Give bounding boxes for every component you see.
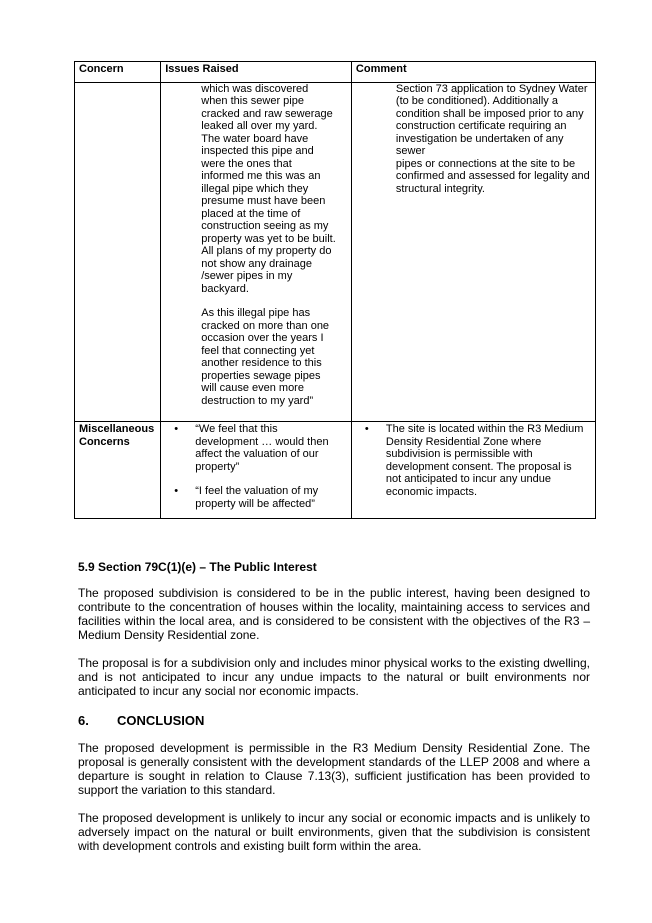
section-heading: 5.9 Section 79C(1)(e) – The Public Interest xyxy=(78,560,317,574)
list-item: • “I feel the valuation of my property will be affected” xyxy=(165,485,347,510)
issues-paragraph: As this illegal pipe has cracked on more than one occasion over the years I feel that connecting yet another residence to this properties sewage pipes will cause even more destruction to my yard” xyxy=(201,307,330,407)
table-row xyxy=(75,82,596,422)
issues-paragraph: which was discovered when this sewer pipe cracked and raw sewerage leaked all over my yard. The water board have inspected this pipe and were the ones that informed me this was an illegal pipe which they presume must have been placed at the time of construction seeing as my property was yet to be built. All plans of my property do not show any drainage /sewer pipes in my backyard. xyxy=(201,82,336,295)
conclusion-heading xyxy=(78,713,204,728)
paragraph: The proposed development is unlikely to incur any social or economic impacts and is unlikely to adversely impact on the natural or built environments, given that the subdivision is consistent with development controls and existing built form within the area. xyxy=(78,811,590,853)
concern-cell xyxy=(75,82,161,422)
section-number: 6. xyxy=(78,713,89,728)
paragraph: The proposed subdivision is considered to be in the public interest, having been designed to contribute to the concentration of houses within the locality, maintaining access to services and facilities within the local area, and is considered to be consistent with the objectives of the R3 – Medium Density Residential zone. xyxy=(78,586,590,642)
table-row xyxy=(75,422,596,519)
issues-cell xyxy=(161,82,352,422)
comment-list xyxy=(356,423,591,498)
paragraph: The proposed development is permissible in the R3 Medium Density Residential Zone. The proposal is generally consistent with the development standards of the LLEP 2008 and where a departure is sought in relation to Clause 7.13(3), sufficient justification has been provided to support the variation to this standard. xyxy=(78,741,590,797)
header-comment: Comment xyxy=(351,62,595,83)
issues-list xyxy=(165,423,347,510)
issues-cell xyxy=(161,422,352,519)
submissions-table xyxy=(74,61,596,519)
table-header-row xyxy=(75,62,596,83)
comment-cell xyxy=(351,82,595,422)
section-title: CONCLUSION xyxy=(117,713,205,728)
list-item: • “We feel that this development … would then affect the valuation of our property” xyxy=(165,423,347,473)
concern-label: Miscellaneous Concerns xyxy=(79,423,155,448)
header-concern: Concern xyxy=(75,62,161,83)
header-issues-raised: Issues Raised xyxy=(161,62,352,83)
comment-cell xyxy=(351,422,595,519)
list-item: • The site is located within the R3 Medium Density Residential Zone where subdivision is permissible with development consent. The proposal is not anticipated to incur any undue economic impacts. xyxy=(356,423,591,498)
comment-text: Section 73 application to Sydney Water (to be conditioned). Additionally a condition shall be imposed prior to any construction certificate requiring an investigation be undertaken of any sewer pipes or connections at the site to be confirmed and assessed for legality and structural integrity. xyxy=(395,82,590,195)
paragraph: The proposal is for a subdivision only and includes minor physical works to the existing dwelling, and is not anticipated to incur any undue impacts to the natural or built environments nor anticipated to incur any social nor economic impacts. xyxy=(78,656,590,698)
concern-cell xyxy=(75,422,161,519)
